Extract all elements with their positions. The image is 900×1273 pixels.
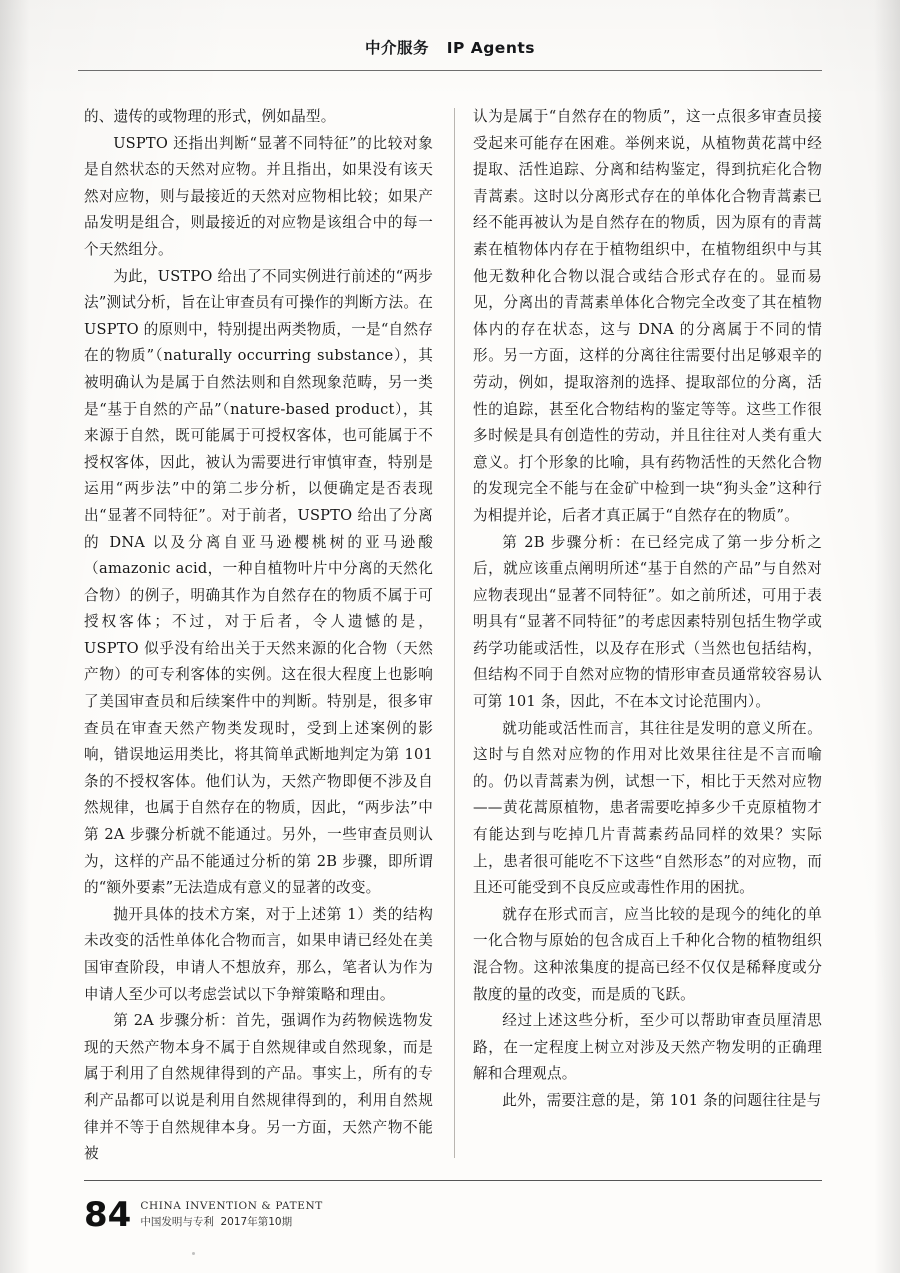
- right-column: [473, 104, 822, 1164]
- paragraph: 就存在形式而言，应当比较的是现今的纯化的单一化合物与原始的包含成百上千种化合物的植物组织混合物。这种浓集度的提高已经不仅仅是稀释度或分散度的量的改变，而是质的飞跃。: [473, 905, 822, 1003]
- paragraph: 经过上述这些分析，至少可以帮助审查员厘清思路，在一定程度上树立对涉及天然产物发明的正确理解和合理观点。: [473, 1012, 822, 1083]
- page-edge-shadow-right: [874, 0, 900, 1273]
- left-column: [84, 104, 433, 1164]
- running-head: [78, 36, 822, 58]
- paragraph: 的、遗传的或物理的形式，例如晶型。: [84, 108, 336, 125]
- paragraph: 抛开具体的技术方案，对于上述第 1）类的结构未改变的活性单体化合物而言，如果申请已经处在美国审查阶段，申请人不想放弃，那么，笔者认为作为申请人至少可以考虑尝试以下争辩策略和理由。: [84, 905, 433, 1003]
- footer-publication: [140, 1200, 323, 1231]
- paragraph: 就功能或活性而言，其往往是发明的意义所在。这时与自然对应物的作用对比效果往往是不言而喻的。仍以青蒿素为例，试想一下，相比于天然对应物——黄花蒿原植物，患者需要吃掉多少千克原植物才有能达到与吃掉几片青蒿素药品同样的效果？实际上，患者很可能吃不下这些“自然形态”的对应物，而且还可能受到不良反应或毒性作用的困扰。: [473, 719, 822, 897]
- page-speck: [192, 1252, 195, 1255]
- header-divider: [78, 70, 822, 71]
- page-edge-shadow-left: [0, 0, 30, 1273]
- page-footer: [84, 1194, 323, 1235]
- publication-title-cn: 中国发明与专利 2017年第10期: [140, 1216, 293, 1228]
- paragraph: 为此，USTPO 给出了不同实例进行前述的“两步法”测试分析，旨在让审查员有可操作的判断方法。在 USPTO 的原则中，特别提出两类物质，一是“自然存在的物质”（naturally occurring substance），其被明确认为是属于自然法则和自然现象范畴，另一类是“基于自然的产品”（nature-based product），其来源于自然，既可能属于可授权客体，也可能属于不授权客体，因此，被认为需要进行审慎审查，特别是运用“两步法”中的第二步分析，以便确定是否表现出“显著不同特征”。对于前者，USPTO 给出了分离的 DNA 以及分离自亚马逊樱桃树的亚马逊酸（amazonic acid，一种自植物叶片中分离的天然化合物）的例子，明确其作为自然存在的物质不属于可授权客体；不过，对于后者，令人遗憾的是，USPTO 似乎没有给出关于天然来源的化合物（天然产物）的可专利客体的实例。这在很大程度上也影响了美国审查员和后续案件中的判断。特别是，很多审查员在审查天然产物类发现时，受到上述案例的影响，错误地运用类比，将其简单武断地判定为第 101 条的不授权客体。他们认为，天然产物即便不涉及自然规律，也属于自然存在的物质，因此，“两步法”中第 2A 步骤分析就不能通过。另外，一些审查员则认为，这样的产品不能通过分析的第 2B 步骤，即所谓的“额外要素”无法造成有意义的显著的改变。: [84, 267, 433, 897]
- paragraph: 第 2B 步骤分析：在已经完成了第一步分析之后，就应该重点阐明所述“基于自然的产品”与自然对应物表现出“显著不同特征”。如之前所述，可用于表明具有“显著不同特征”的考虑因素特别包括生物学或药学功能或活性，以及存在形式（当然也包括结构，但结构不同于自然对应物的情形审查员通常较容易认可第 101 条，因此，不在本文讨论范围内）。: [473, 533, 822, 711]
- running-head-title: 中介服务 IP Agents: [365, 39, 535, 57]
- paragraph: 此外，需要注意的是，第 101 条的问题往往是与: [502, 1091, 822, 1109]
- page-number: 84: [84, 1194, 132, 1235]
- paragraph: 第 2A 步骤分析：首先，强调作为药物候选物发现的天然产物本身不属于自然规律或自然现象，而是属于利用了自然规律得到的产品。事实上，所有的专利产品都可以说是利用自然规律得到的，利用自然规律并不等于自然规律本身。另一方面，天然产物不能被: [84, 1012, 433, 1163]
- body-columns: [84, 104, 822, 1164]
- publication-title-en: CHINA INVENTION & PATENT: [140, 1200, 323, 1212]
- paragraph: 认为是属于“自然存在的物质”，这一点很多审查员接受起来可能存在困难。举例来说，从植物黄花蒿中经提取、活性追踪、分离和结构鉴定，得到抗疟化合物青蒿素。这时以分离形式存在的单体化合物青蒿素已经不能再被认为是自然存在的物质，因为原有的青蒿素在植物体内存在于植物组织中，在植物组织中与其他无数种化合物以混合或结合形式存在的。显而易见，分离出的青蒿素单体化合物完全改变了其在植物体内的存在状态，这与 DNA 的分离属于不同的情形。另一方面，这样的分离往往需要付出足够艰辛的劳动，例如，提取溶剂的选择、提取部位的分离，活性的追踪，甚至化合物结构的鉴定等等。这些工作很多时候是具有创造性的劳动，并且往往对人类有重大意义。打个形象的比喻，具有药物活性的天然化合物的发现完全不能与在金矿中检到一块“狗头金”这种行为相提并论，后者才真正属于“自然存在的物质”。: [473, 108, 822, 524]
- footer-divider: [84, 1180, 822, 1181]
- paragraph: USPTO 还指出判断“显著不同特征”的比较对象是自然状态的天然对应物。并且指出，如果没有该天然对应物，则与最接近的天然对应物相比较；如果产品发明是组合，则最接近的对应物是该组合中的每一个天然组分。: [84, 134, 433, 258]
